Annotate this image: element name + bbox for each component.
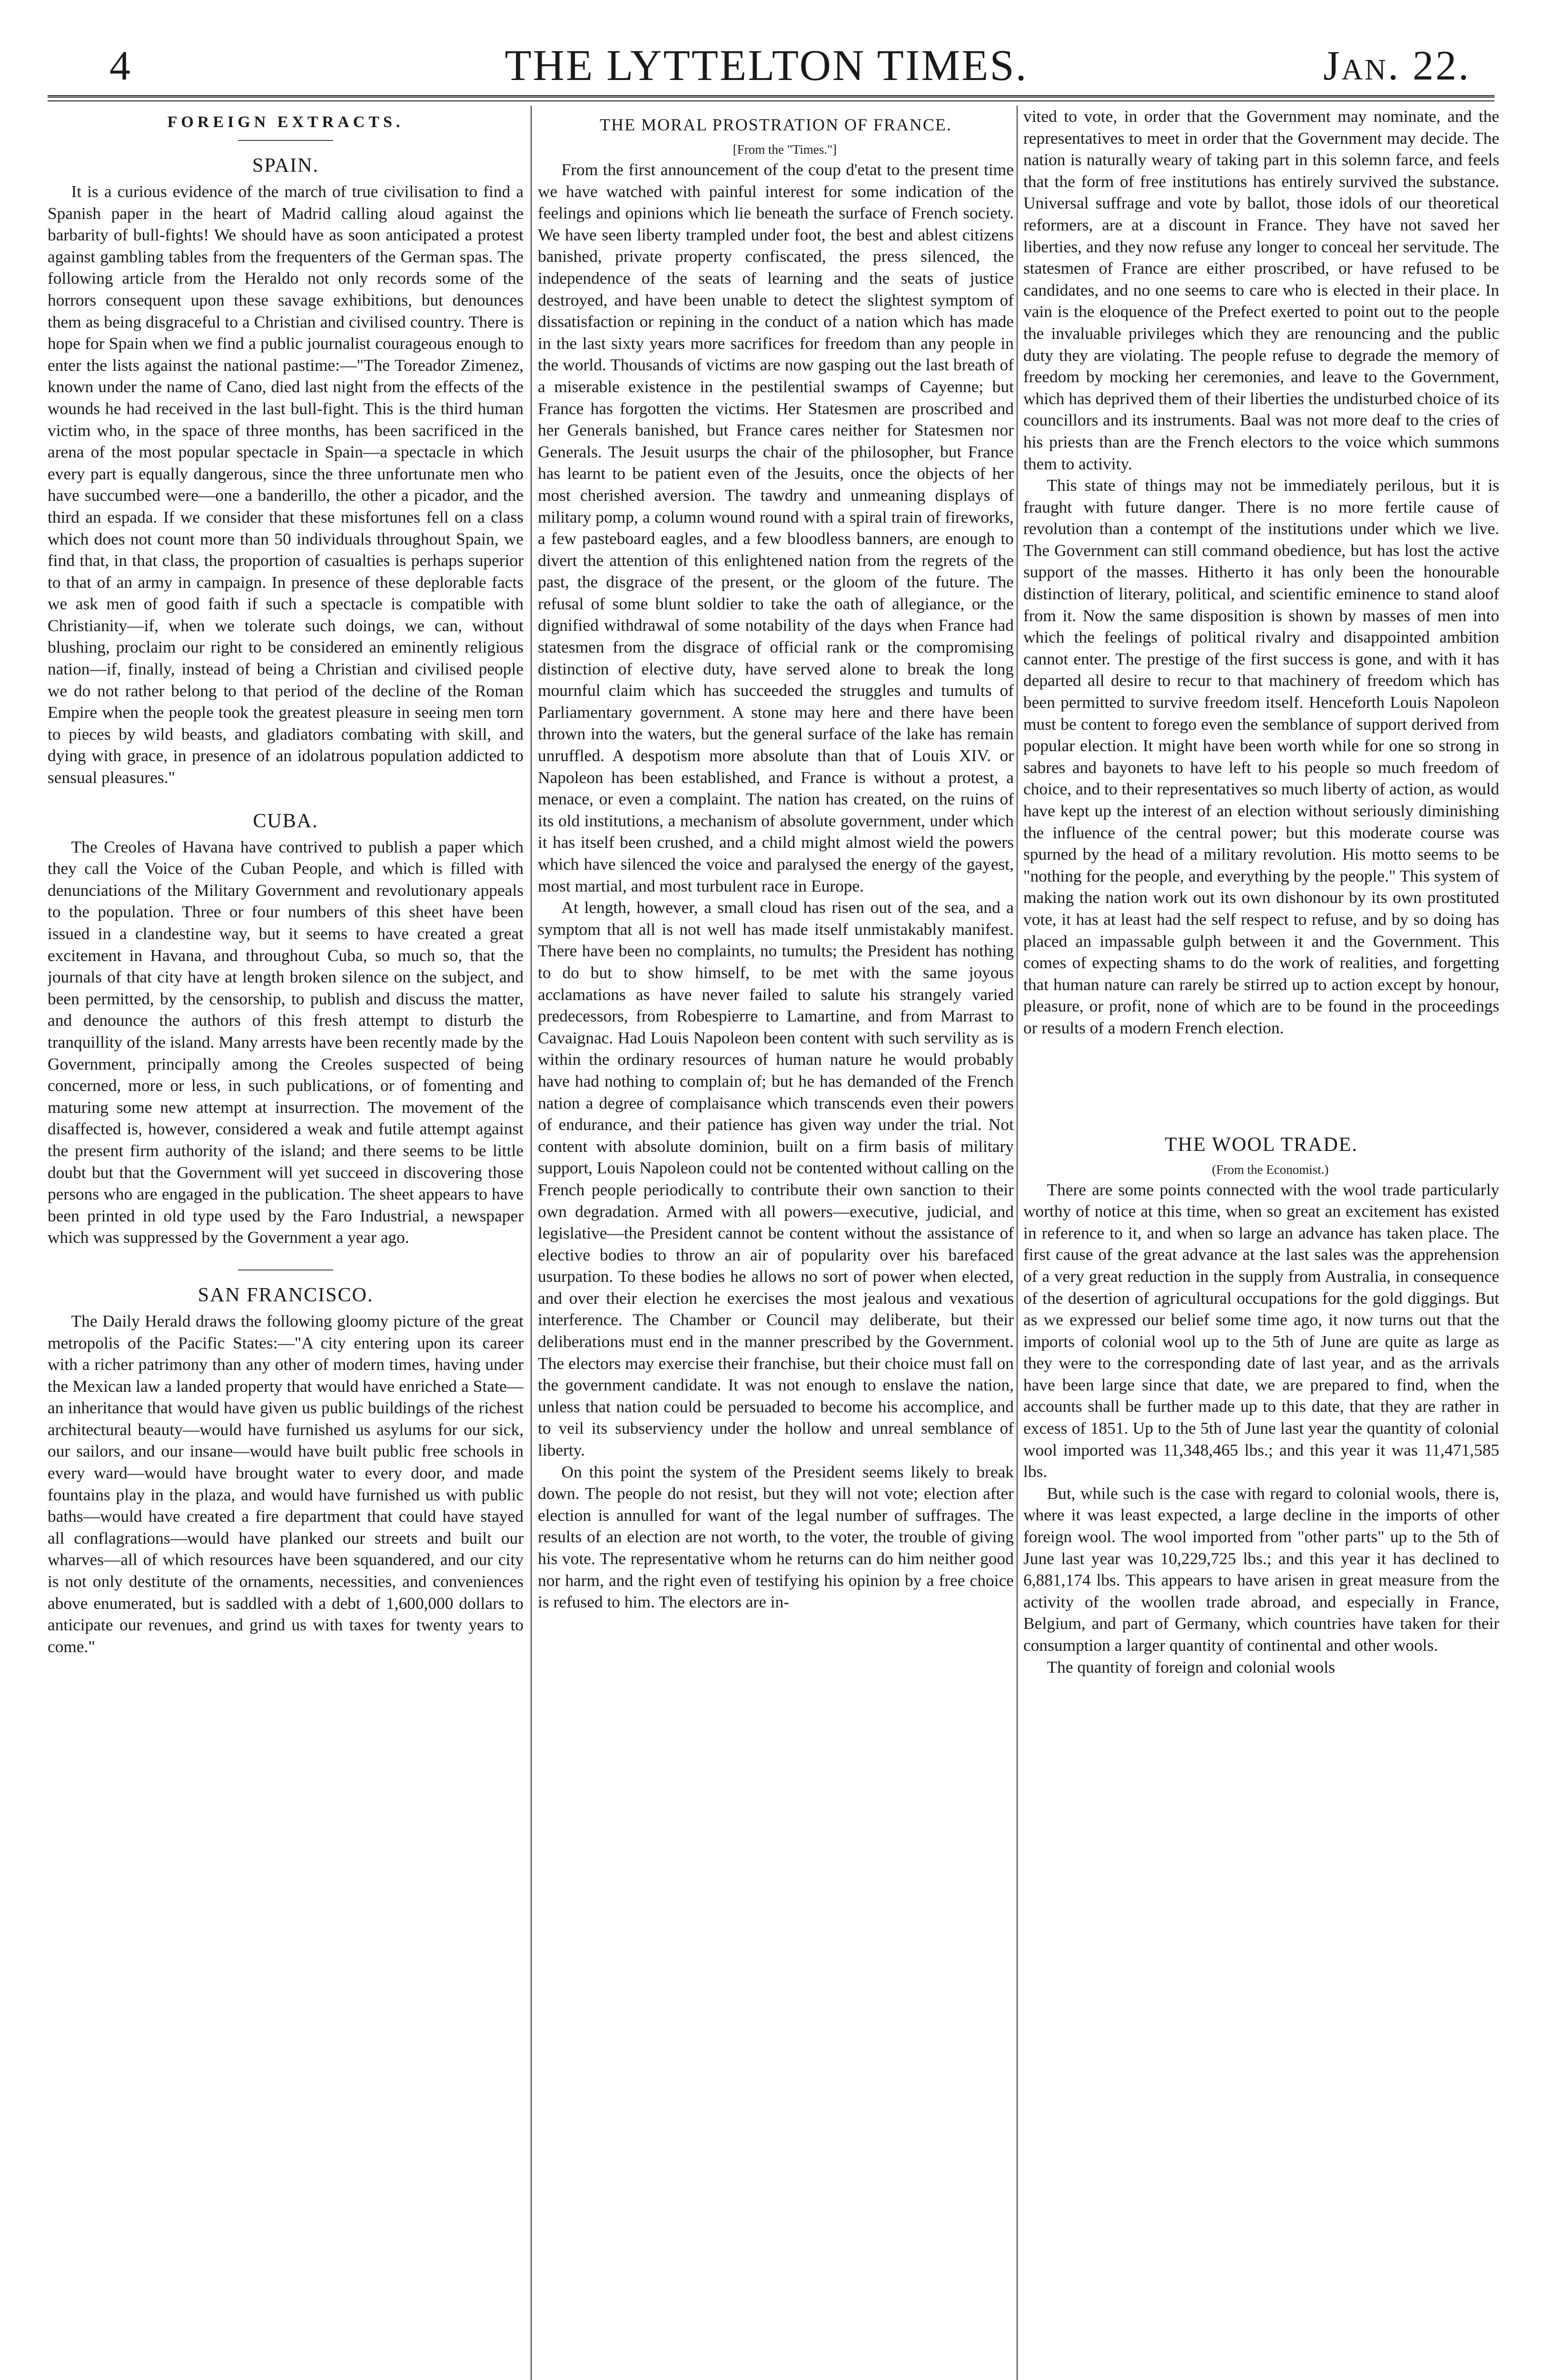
column-divider bbox=[531, 106, 532, 2380]
article-title-spain: SPAIN. bbox=[252, 155, 319, 177]
article-title-wool-trade: THE WOOL TRADE. bbox=[1164, 1133, 1358, 1156]
column-foreign-extracts bbox=[48, 106, 524, 2380]
column-divider bbox=[1017, 106, 1018, 2380]
article-source-times: [From the "Times."] bbox=[732, 142, 837, 157]
article-paragraph: At length, however, a small cloud has risen out of the sea, and a symptom that all is not well has made itself unmistakably manifest. There have been no complaints, no tumults; the President has nothing to do but to show himself, to be met with the same joyous acclamations as have never failed to salute his strangely varied predecessors, from Robespierre to Lamartine, and from Marrast to Cavaignac. Had Louis Napoleon been content with such servility as is within the ordinary resources of human nature he would probably have had nothing to complain of; but he has demanded of the French nation a degree of complaisance which transcends even their powers of endurance, and their patience has given way under the trial. Not content with absolute dominion, built on a firm basis of military support, Louis Napoleon could not be contented without calling on the French people periodically to contribute their own sanction to their own degradation. Armed with all powers—executive, judicial, and legislative—the President cannot be content without the assistance of elective bodies to throw an air of popularity over his barefaced usurpation. To these bodies he allows no sort of power when elected, and over their election he exercises the most jealous and vexatious interference. The Chamber or Council may deliberate, but their deliberations must end in the manner prescribed by the Government. The electors may exercise their franchise, but their choice must fall on the government candidate. It was not enough to enslave the nation, unless that nation could be persuaded to become his accomplice, and to veil its subserviency under the hollow and unreal semblance of liberty. bbox=[538, 898, 1014, 1460]
article-paragraph: But, while such is the case with regard to colonial wools, there is, where it was least expected, a large decline in the imports of other foreign wool. The wool imported from "other parts" up to the 5th of June last year was 10,229,725 lbs.; and this year it has declined to 6,881,174 lbs. This appears to have arisen in great measure from the activity of the woollen trade abroad, and especially in France, Belgium, and part of Germany, which countries have taken for their consumption a larger quantity of continental and other wools. bbox=[1023, 1483, 1499, 1655]
article-title-france: THE MORAL PROSTRATION OF FRANCE. bbox=[600, 115, 952, 134]
masthead bbox=[33, 33, 1499, 90]
article-paragraph: On this point the system of the President seems likely to break down. The people do not resist, but they will not vote; election after election is annulled for want of the legal number of suffrages. The results of an election are not worth, to the voter, the trouble of giving his vote. The representative whom he returns can do him neither good nor harm, and the right even of testifying his opinion by a free choice is refused to him. The electors are in- bbox=[538, 1462, 1014, 1612]
article-title-cuba: CUBA. bbox=[253, 810, 318, 832]
article-title-san-francisco: SAN FRANCISCO. bbox=[198, 1284, 374, 1306]
article-paragraph: The quantity of foreign and colonial wools bbox=[1047, 1657, 1335, 1676]
issue-date: Jan. 22. bbox=[1323, 43, 1471, 89]
article-text-spain: It is a curious evidence of the march of true civilisation to find a Spanish paper in the heart of Madrid calling aloud against the barbarity of bull-fights! We should have as soon anticipated a protest against gambling tables from the frequenters of the German spas. The following article from the Heraldo not only records some of the horrors consequent upon these savage exhibitions, but denounces them as being disgraceful to a Christian and civilised country. There is hope for Spain when we find a public journalist courageous enough to enter the lists against the national pastime:—"The Toreador Zimenez, known under the name of Cano, died last night from the effects of the wounds he had received in the last bull-fight. This is the third human victim who, in the space of three months, has been sacrificed in the arena of the most popular spectacle in Spain—a spectacle in which every part is equally dangerous, since the three unfortunate men who have succumbed were—one a banderillo, the other a picador, and the third an espada. If we consider that these misfortunes fell on a class which does not count more than 50 individuals throughout Spain, we find that, in that class, the proportion of casualties is perhaps superior to that of an army in campaign. In presence of these deplorable facts we ask men of good faith if such a spectacle is compatible with Christianity—if, when we tolerate such doings, we can, without blushing, proclaim our right to be considered an eminently religious nation—if, finally, instead of being a Christian and civilised people we do not rather belong to that period of the decline of the Roman Empire when the people took the greatest pleasure in seeing men torn to pieces by wild beasts, and gladiators combating with skill, and dying with grace, in presence of an idolatrous population addicted to sensual pleasures." bbox=[48, 182, 524, 787]
article-paragraph: From the first announcement of the coup d'etat to the present time we have watched with painful interest for some indication of the feelings and opinions which lie beneath the surface of French society. We have seen liberty trampled under foot, the best and ablest citizens banished, private property confiscated, the press silenced, the independence of the seats of learning and the seats of justice destroyed, and have been unable to detect the slightest symptom of dissatisfaction or repining in the conduct of a nation which has made in the last sixty years more sacrifices for freedom than any people in the world. Thousands of victims are now gasping out the last breath of a miserable existence in the pestilential swamps of Cayenne; but France has forgotten the victims. Her Statesmen are proscribed and her Generals banished, but France cares neither for Statesmen nor Generals. The Jesuit usurps the chair of the philosopher, but France has learnt to be patient even of the Jesuits, once the objects of her most cherished aversion. The tawdry and unmeaning displays of military pomp, a column wound round with a spiral train of fireworks, a few pasteboard eagles, and a few bloodless banners, are enough to divert the attention of this enlightened nation from the regrets of the past, the disgrace of the present, or the gloom of the future. The refusal of some blunt soldier to take the oath of allegiance, or the dignified withdrawal of some notability of the days when France had statesmen from the disgrace of official rank or the compromising distinction of elective duty, have served alone to break the long mournful claim which has succeeded the struggles and tumults of Parliamentary government. A stone may here and there have been thrown into the waters, but the general surface of the lake has remain unruffled. A despotism more absolute than that of Louis XIV. or Napoleon has been established, and France is without a protest, a menace, or even a complaint. The nation has created, on the ruins of its old institutions, a mechanism of absolute government, under which it has itself been crushed, and a child might almost wield the powers which have silenced the voice and paralysed the energy of the gayest, most martial, and most turbulent race in Europe. bbox=[538, 160, 1014, 895]
article-paragraph: This state of things may not be immediately perilous, but it is fraught with future danger. There is no more fertile cause of revolution than a contempt of the institutions under which we live. The Government can still command obedience, but has lost the active support of the masses. Hitherto it has only been the honourable distinction of literary, political, and scientific eminence to stand aloof from it. Now the same disposition is shown by masses of men into which the feelings of political rivalry and disappointed ambition cannot enter. The prestige of the first success is gone, and with it has departed all desire to recur to that machinery of freedom which has been permitted to survive freedom itself. Henceforth Louis Napoleon must be content to forego even the semblance of support derived from popular election. It might have been worth while for one so strong in sabres and bayonets to have left to his people so much freedom of choice, and to their representatives so much liberty of action, as would have kept up the interest of an election without seriously diminishing the influence of the central power; but this moderate course was spurned by the head of a military revolution. His motto seems to be "nothing for the people, and everything by the people." This system of making the nation work out its own dishonour by its own prostituted vote, it has at least had the self respect to refuse, and by so doing has placed an impassable gulph between it and the Government. This comes of expecting shams to do the work of realities, and forgetting that human nature can rarely be stirred up to action except by honour, pleasure, or profit, none of which are to be found in the proceedings or results of a modern French election. bbox=[1023, 476, 1499, 1037]
article-paragraph: There are some points connected with the wool trade particularly worthy of notice at this time, when so great an excitement has existed in reference to it, and when so large an advance has taken place. The first cause of the great advance at the last sales was the apprehension of a very great reduction in the supply from Australia, in consequence of the desertion of agricultural occupations for the gold diggings. But as we expressed our belief some time ago, it now turns out that the imports of colonial wool up to the 5th of June are quite as large as they were to the corresponding date of last year, and as the arrivals have been large since that date, we are prepared to find, when the accounts shall be further made up to this date, that they are rather in excess of 1851. Up to the 5th of June last year the quantity of colonial wool imported was 11,348,465 lbs.; and this year it was 11,471,585 lbs. bbox=[1023, 1180, 1499, 1481]
page-number: 4 bbox=[109, 43, 130, 89]
newspaper-title: THE LYTTELTON TIMES. bbox=[505, 41, 1028, 89]
article-text-san-francisco: The Daily Herald draws the following gloomy picture of the great metropolis of the Pacific States:—"A city entering upon its career with a richer patrimony than any other of modern times, having under the Mexican law a landed property that would have enriched a State—an inheritance that would have given us public buildings of the richest architectural beauty—would have furnished us asylums for our sick, our sailors, and our insane—would have built public free schools in every ward—would have brought water to every door, and made fountains play in the plaza, and would have furnished us with public baths—would have created a fire department that could have stayed all conflagrations—would have planked our streets and built our wharves—all of which resources have been squandered, and our city is not only destitute of the ornaments, necessities, and conveniences above enumerated, but is saddled with a debt of 1,600,000 dollars to anticipate our revenues, and grind us with taxes for twenty years to come." bbox=[48, 1311, 524, 1656]
column-continued-and-wool bbox=[1023, 106, 1499, 2380]
masthead-rule bbox=[48, 95, 1495, 101]
column-moral-prostration bbox=[538, 106, 1014, 2380]
divider bbox=[238, 140, 333, 141]
section-heading-foreign-extracts: FOREIGN EXTRACTS. bbox=[167, 113, 404, 131]
article-paragraph: vited to vote, in order that the Government may nominate, and the representatives to meet in order that the Government may decide. The nation is naturally weary of taking part in this solemn farce, and feels that the form of free institutions has entirely survived the substance. Universal suffrage and vote by ballot, those idols of our theoretical reformers, are at a discount in France. They have not saved her liberties, and they now refuse any longer to conceal her servitude. The statesmen of France are either proscribed, or have refused to be candidates, and no one seems to care who is elected in their place. In vain is the eloquence of the Prefect exerted to point out to the people the invaluable privileges which they are renouncing and the public duty they are violating. The people refuse to degrade the memory of freedom by mocking her ceremonies, and leave to the Government, which has deprived them of their liberties the undisturbed choice of its councillors and its instruments. Baal was not more deaf to the cries of his priests than are the French electors to the voice which summons them to activity. bbox=[1023, 107, 1499, 473]
article-source-economist: (From the Economist.) bbox=[1212, 1162, 1329, 1177]
article-text-cuba: The Creoles of Havana have contrived to publish a paper which they call the Voice of the Cuban People, and which is filled with denunciations of the Military Government and revolutionary appeals to the population. Three or four numbers of this sheet have been issued in a clandestine way, but it seems to have created a great excitement in Havana, and throughout Cuba, so much so, that the journals of that city have at length broken silence on the subject, and been permitted, by the censorship, to publish and discuss the matter, and denounce the authors of this fresh attempt to disturb the tranquillity of the island. Many arrests have been recently made by the Government, principally among the Creoles suspected of being concerned, more or less, in such publications, or of fomenting and maturing some new attempt at insurrection. The movement of the disaffected is, however, considered a weak and futile attempt against the present firm authority of the island; and there seems to be little doubt but that the Government will yet succeed in discovering those persons who are engaged in the publication. The sheet appears to have been printed in old type used by the Faro Industrial, a newspaper which was suppressed by the Government a year ago. bbox=[48, 837, 524, 1247]
divider bbox=[238, 1269, 333, 1270]
